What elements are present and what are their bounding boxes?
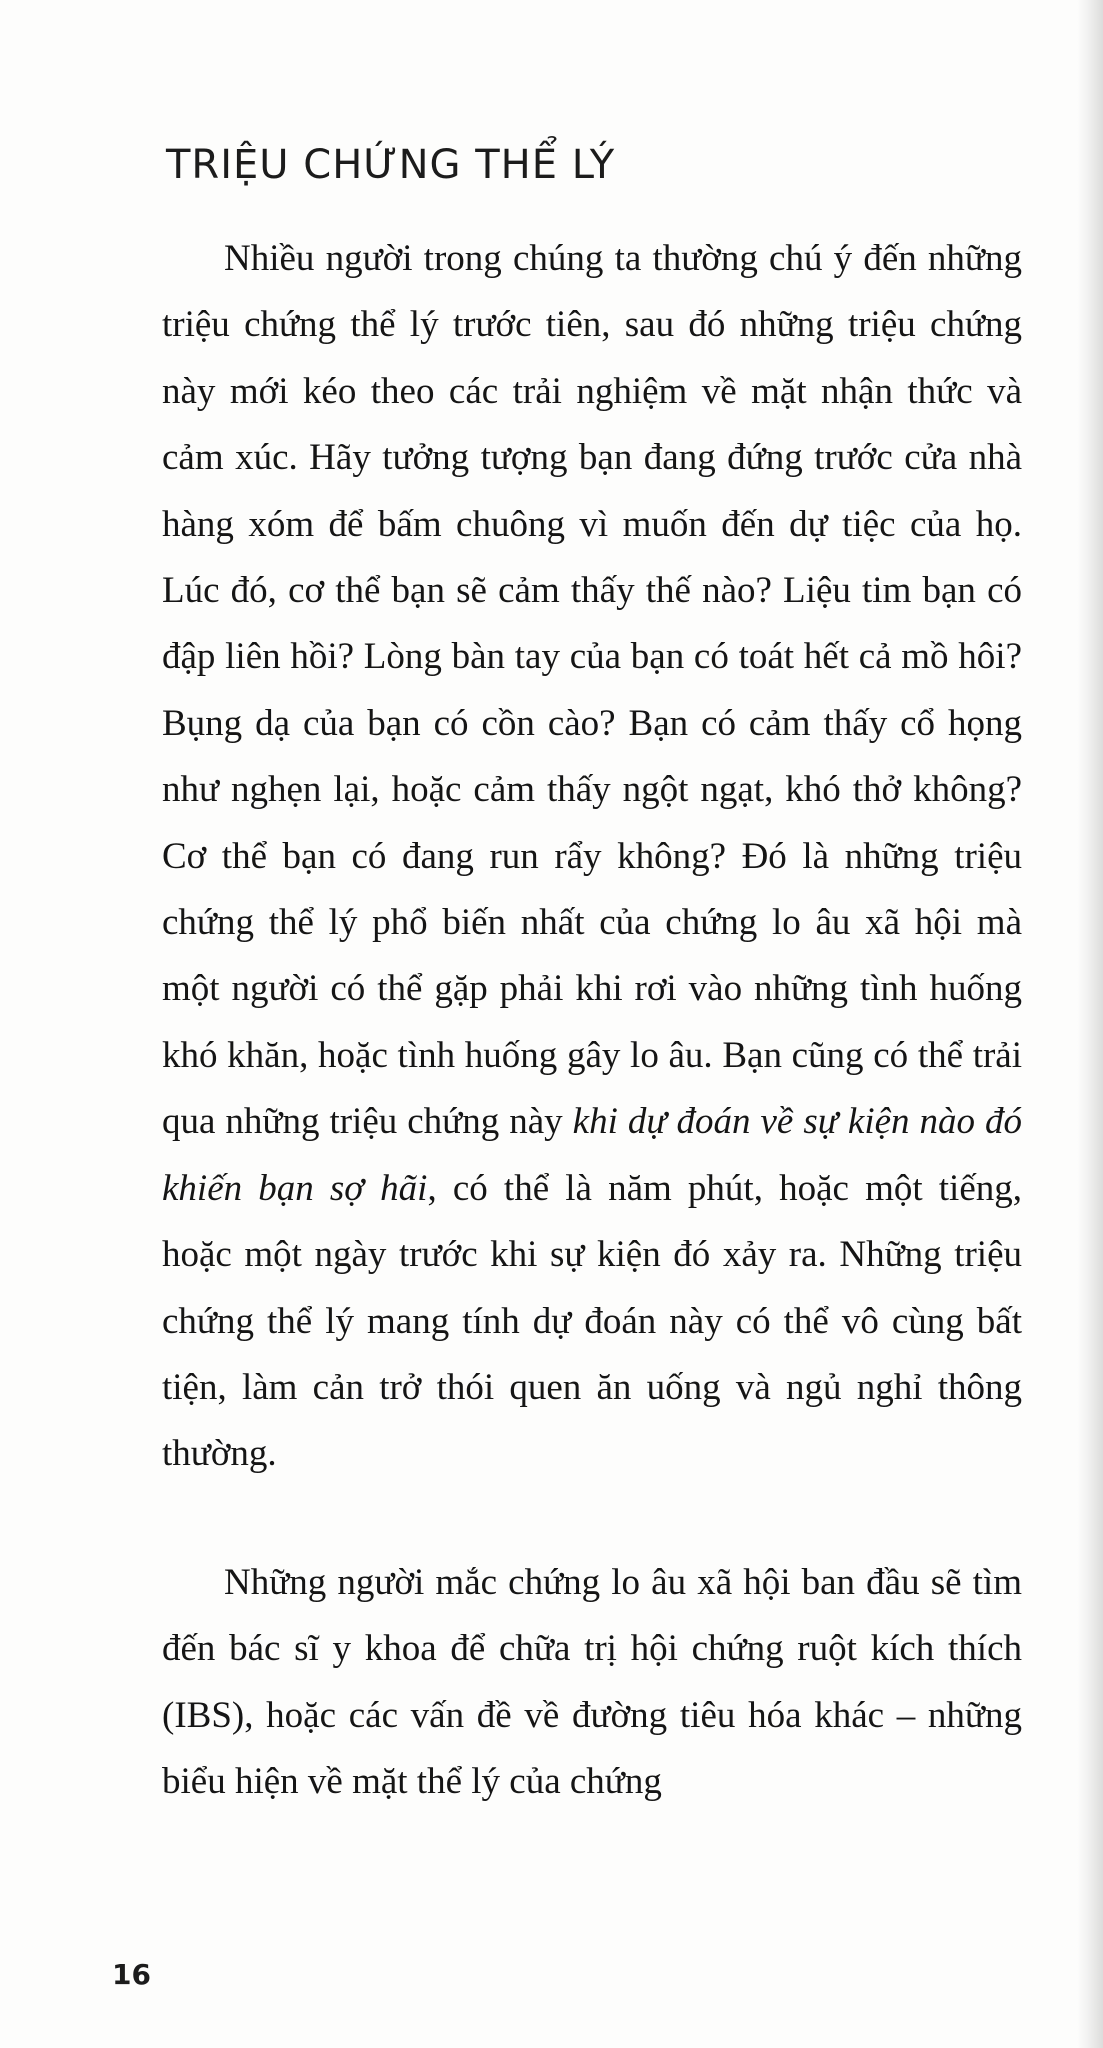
page-number: 16	[112, 1958, 151, 1991]
paragraph-1-text-end: , có thể là năm phút, hoặc một tiếng, hoặc một ngày trước khi sự kiện đó xảy ra. Những triệu chứng thể lý mang tính dự đoán này có thể vô cùng bất tiện, làm cản trở thói quen ăn uống và ngủ nghỉ thông thường.	[162, 1167, 1022, 1475]
paragraph-1-italic-phrase: khi dự đoán về sự kiện nào đó khiến bạn sợ hãi	[162, 1101, 1022, 1209]
paragraph-1	[162, 226, 1022, 1488]
page-edge-shadow	[1077, 0, 1103, 2048]
paragraph-1-text-start: Nhiều người trong chúng ta thường chú ý đến những triệu chứng thể lý trước tiên, sau đó những triệu chứng này mới kéo theo các trải nghiệm về mặt nhận thức và cảm xúc. Hãy tưởng tượng bạn đang đứng trước cửa nhà hàng xóm để bấm chuông vì muốn đến dự tiệc của họ. Lúc đó, cơ thể bạn sẽ cảm thấy thế nào? Liệu tim bạn có đập liên hồi? Lòng bàn tay của bạn có toát hết cả mồ hôi? Bụng dạ của bạn có cồn cào? Bạn có cảm thấy cổ họng như nghẹn lại, hoặc cảm thấy ngột ngạt, khó thở không? Cơ thể bạn có đang run rẩy không? Đó là những triệu chứng thể lý phổ biến nhất của chứng lo âu xã hội mà một người có thể gặp phải khi rơi vào những tình huống khó khăn, hoặc tình huống gây lo âu. Bạn cũng có thể trải qua những triệu chứng này	[162, 238, 1022, 1143]
body-text	[162, 226, 1022, 1815]
paragraph-2: Những người mắc chứng lo âu xã hội ban đầu sẽ tìm đến bác sĩ y khoa để chữa trị hội chứng ruột kích thích (IBS), hoặc các vấn đề về đường tiêu hóa khác – những biểu hiện về mặt thể lý của chứng	[162, 1561, 1022, 1802]
section-heading: TRIỆU CHỨNG THỂ LÝ	[166, 142, 616, 188]
